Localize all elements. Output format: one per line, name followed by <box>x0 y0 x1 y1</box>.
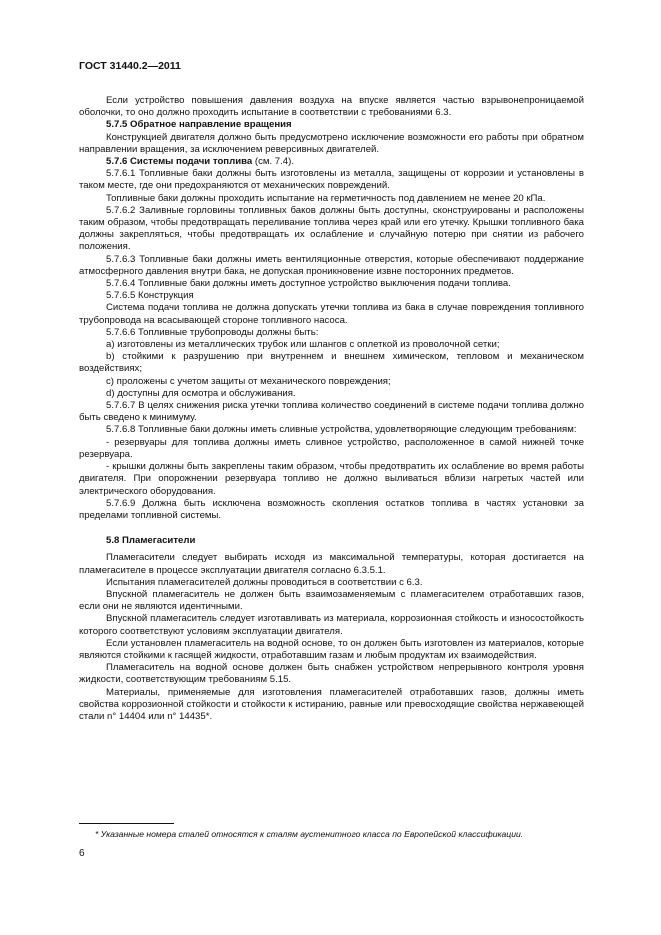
heading-bold-part: 5.7.6 Системы подачи топлива <box>106 156 253 168</box>
paragraph: 5.7.6.5 Конструкция <box>106 290 194 302</box>
paragraph: Конструкцией двигателя должно быть предусмотрено исключение возможности его работы при обратном направлении вращения, за исключением реверсивных двигателей. <box>79 131 584 155</box>
paragraph: 5.7.6.3 Топливные баки должны иметь вентиляционные отверстия, которые обеспечивают поддержание атмосферного давления внутри бака, не допуская проникновение извне посторонних предметов. <box>79 253 584 277</box>
document-header: ГОСТ 31440.2—2011 <box>79 60 181 72</box>
paragraph: 5.7.6.9 Должна быть исключена возможность скопления остатков топлива в частях установки за пределами топливной системы. <box>79 497 584 521</box>
section-heading-5-7-5: 5.7.5 Обратное направление вращения <box>106 119 292 131</box>
list-item: d) доступны для осмотра и обслуживания. <box>106 387 296 399</box>
paragraph: Впускной пламегаситель не должен быть взаимозаменяемым с пламегасителем отработавших газов, если они не являются идентичными. <box>79 588 584 613</box>
paragraph: Материалы, применяемые для изготовления пламегасителей отработавших газов, должны иметь свойства коррозионной стойкости и стойкости к истиранию, равные или превосходящие свойства нержавеющей стали n° 14404 или n° 14435*. <box>79 686 584 722</box>
section-heading-5-7-6 <box>79 156 584 168</box>
list-item: - крышки должны быть закреплены таким образом, чтобы предотвратить их ослабление во время работы двигателя. При опорожнении резервуара топливо не должно выливаться вблизи нагретых частей или электрического оборудования. <box>79 461 584 497</box>
paragraph: Система подачи топлива не должна допускать утечки топлива из бака в случае повреждения топливного трубопровода на всасывающей стороне топливного насоса. <box>79 302 584 326</box>
paragraph: Испытания пламегасителей должны проводиться в соответствии с 6.3. <box>106 576 423 588</box>
paragraph: 5.7.6.2 Заливные горловины топливных баков должны быть доступны, сконструированы и расположены таким образом, чтобы предотвращать переливание топлива через край или его утечку. Крышки топливного бака должны закрепляться, чтобы предотвращать их ослабление и случайную потерю при снятии из рабочего положения. <box>79 204 584 253</box>
page-number: 6 <box>79 848 85 859</box>
paragraph: Топливные баки должны проходить испытание на герметичность под давлением не менее 20 кПа. <box>106 192 546 204</box>
list-item: а) изготовлены из металлических трубок или шлангов с оплеткой из проволочной сетки; <box>106 339 500 351</box>
paragraph: Пламегасители следует выбирать исходя из максимальной температуры, которая достигается на пламегасителе в процессе эксплуатации двигателя согласно 6.3.5.1. <box>79 552 584 576</box>
paragraph: 5.7.6.8 Топливные баки должны иметь сливные устройства, удовлетворяющие следующим требованиям: <box>106 424 577 436</box>
paragraph: Пламегаситель на водной основе должен быть снабжен устройством непрерывного контроля уровня жидкости, соответствующим требованиям 5.15. <box>79 662 584 686</box>
paragraph: 5.7.6.6 Топливные трубопроводы должны быть: <box>106 326 319 338</box>
list-item: b) стойкими к разрушению при внутреннем и внешнем химическом, тепловом и механическом воздействиях; <box>79 351 584 375</box>
section-heading-5-8: 5.8 Пламегасители <box>106 535 196 547</box>
list-item: с) проложены с учетом защиты от механического повреждения; <box>106 375 391 387</box>
paragraph: 5.7.6.4 Топливные баки должны иметь доступное устройство выключения подачи топлива. <box>106 278 511 290</box>
footnote-separator <box>79 823 174 824</box>
document-body <box>79 95 584 723</box>
paragraph: Если устройство повышения давления воздуха на впуске является частью взрывонепроницаемой оболочки, то оно должно проходить испытание в соответствии с требованиями 6.3. <box>79 95 584 119</box>
paragraph: Если установлен пламегаситель на водной основе, то он должен быть изготовлен из материалов, которые являются стойкими к гасящей жидкости, отработавшим газам и любым продуктам их взаимодействия. <box>79 637 584 661</box>
section-gap <box>79 522 584 535</box>
paragraph: Впускной пламегаситель следует изготавливать из материала, коррозионная стойкость и износостойкость которого соответствуют условиям эксплуатации двигателя. <box>79 613 584 637</box>
heading-reference: (см. 7.4). <box>252 156 294 168</box>
paragraph: 5.7.6.7 В целях снижения риска утечки топлива количество соединений в системе подачи топлива должно быть сведено к минимуму. <box>79 400 584 424</box>
list-item: - резервуары для топлива должны иметь сливное устройство, расположенное в самой нижней точке резервуара. <box>79 436 584 460</box>
footnote: * Указанные номера сталей относятся к сталям аустенитного класса по Европейской классификации. <box>95 829 524 839</box>
paragraph: 5.7.6.1 Топливные баки должны быть изготовлены из металла, защищены от коррозии и установлены в таком месте, где они предохраняются от механических повреждений. <box>79 168 584 192</box>
